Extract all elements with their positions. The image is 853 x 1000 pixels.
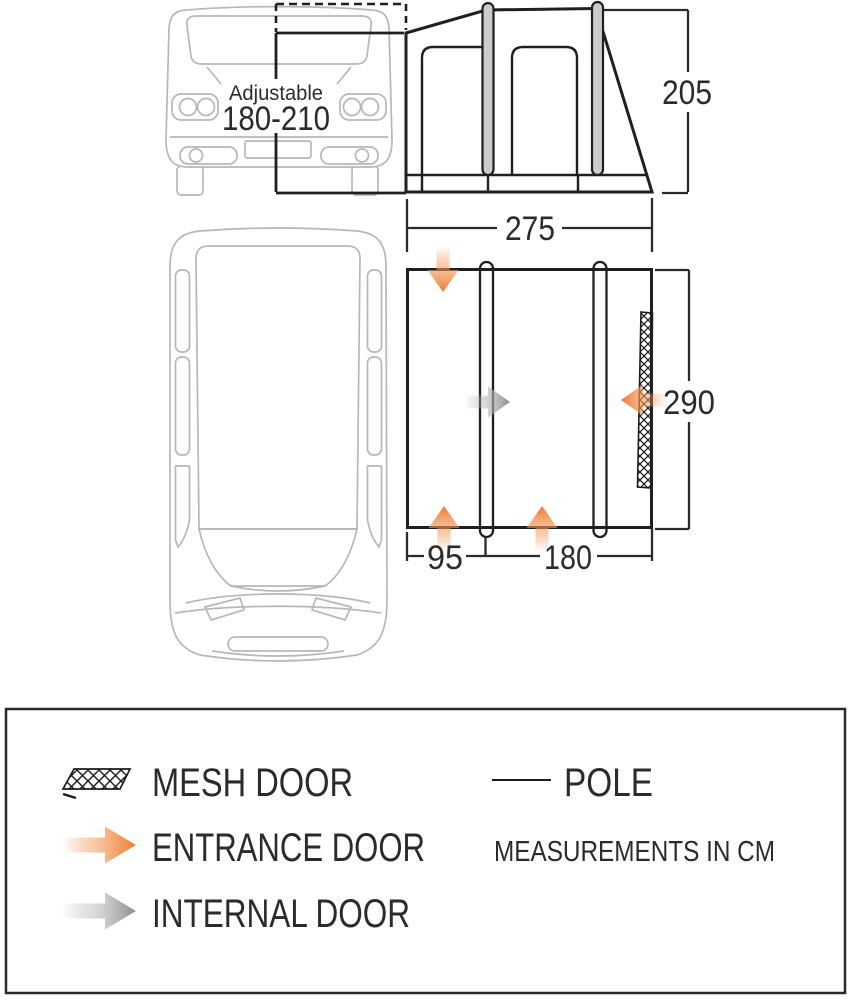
adjustable-label: Adjustable [229, 82, 323, 105]
legend-pole-label: POLE [564, 761, 653, 805]
legend-mesh-label: MESH DOOR [152, 761, 353, 805]
awning-side-pole-rear [592, 2, 603, 175]
dim-180-label: 180 [544, 539, 592, 577]
floor-plan-pole-rear [594, 262, 607, 537]
dim-95-label: 95 [427, 539, 463, 577]
dim-205-label: 205 [662, 74, 712, 112]
awning-side-outline [406, 9, 652, 193]
legend-internal-label: INTERNAL DOOR [152, 892, 410, 936]
van-top-view [170, 228, 387, 661]
legend-measurements-note [494, 836, 775, 868]
adjustable-range-label: 180-210 [222, 100, 330, 138]
van-front-wheel-right [352, 166, 378, 195]
awning-floor-plan [408, 246, 668, 552]
dimension-depth-290 [655, 270, 715, 529]
floor-plan-footprint [408, 270, 652, 528]
van-front-wheel-left [177, 166, 203, 195]
dimension-width-275 [407, 198, 652, 252]
legend [6, 709, 845, 993]
awning-side-pole-front [483, 3, 494, 175]
measurements-note-label: MEASUREMENTS IN CM [494, 836, 775, 868]
mesh-swatch-icon-hatch [63, 769, 130, 789]
dim-275-label: 275 [505, 210, 555, 248]
legend-entrance-label: ENTRANCE DOOR [152, 826, 425, 870]
van-top-body [170, 228, 387, 661]
dim-290-label: 290 [663, 384, 715, 422]
awning-side-view [406, 2, 652, 192]
